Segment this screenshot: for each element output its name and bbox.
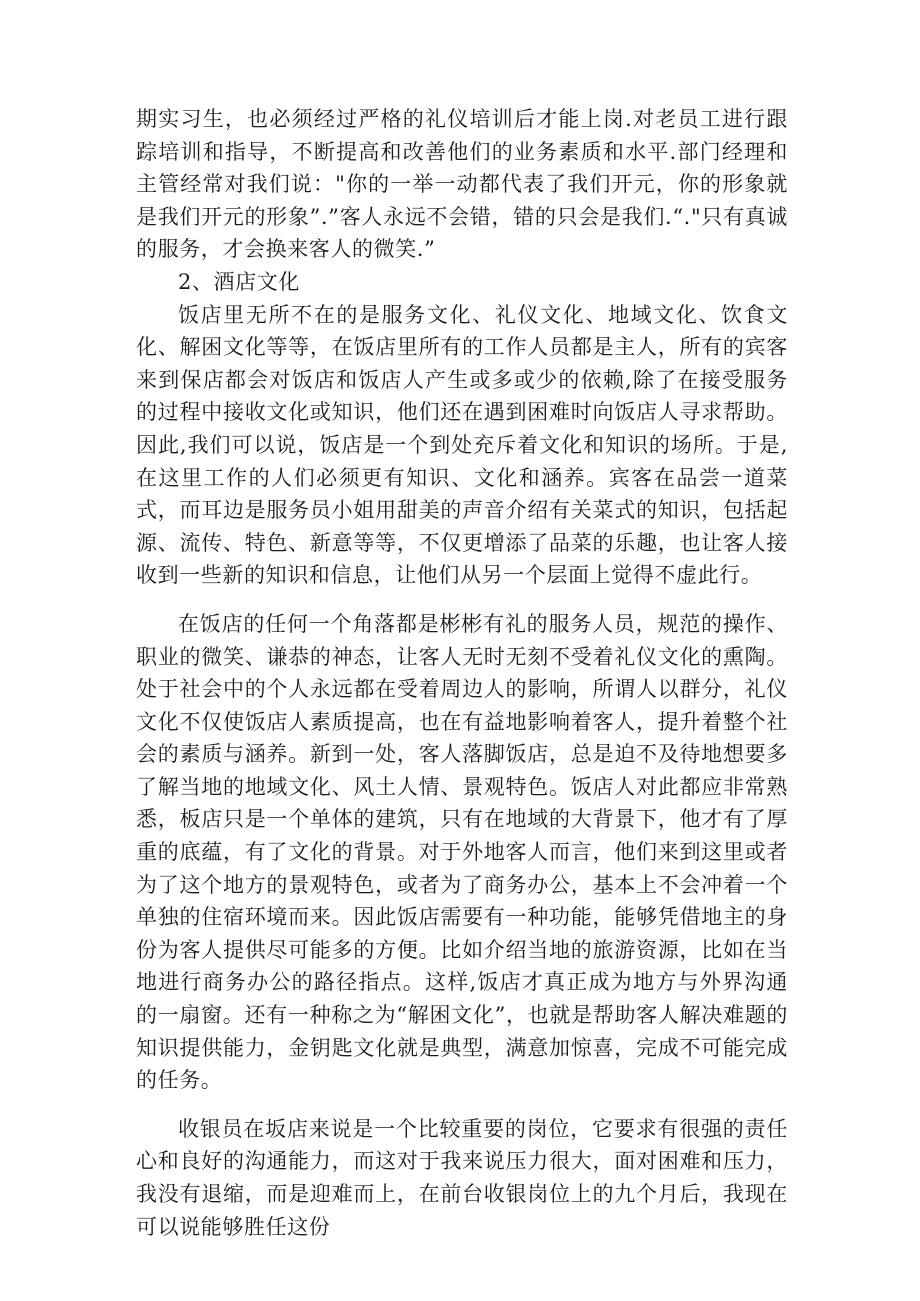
- paragraph-cashier: 收银员在坂店来说是一个比较重要的岗位，它要求有很强的责任心和良好的沟通能力，而这对于我来说压力很大，面对困难和压力，我没有退缩，而是迎难而上，在前台收银岗位上的九个月后，我现在可以说能够胜任这份: [136, 1116, 788, 1239]
- paragraph-hotel-culture: 饭店里无所不在的是服务文化、礼仪文化、地域文化、饮食文化、解困文化等等，在饭店里所有的工作人员都是主人，所有的宾客来到保店都会对饭店和饭店人产生或多或少的依赖,除了在接受服务的过程中接收文化或知识，他们还在遇到困难时向饭店人寻求帮助。因此,我们可以说，饭店是一个到处充斥着文化和知识的场所。于是,在这里工作的人们必须更有知识、文化和涵养。宾客在品尝一道菜式，而耳边是服务员小姐用甜美的声音介绍有关菜式的知识，包括起源、流传、特色、新意等等，不仅更增添了品菜的乐趣，也让客人接收到一些新的知识和信息，让他们从另一个层面上觉得不虚此行。: [136, 302, 788, 588]
- paragraph-etiquette-culture: 在饭店的任何一个角落都是彬彬有礼的服务人员，规范的操作、职业的微笑、谦恭的神态，让客人无时无刻不受着礼仪文化的熏陶。处于社会中的个人永远都在受着周边人的影响，所谓人以群分，礼仪文化不仅使饭店人素质提高，也在有益地影响着客人，提升着整个社会的素质与涵养。新到一处，客人落脚饭店，总是迫不及待地想要多了解当地的地域文化、风土人情、景观特色。饭店人对此都应非常熟悉，板店只是一个单体的建筑，只有在地域的大背景下，他才有了厚重的底蕴，有了文化的背景。对于外地客人而言，他们来到这里或者为了这个地方的景观特色，或者为了商务办公，基本上不会冲着一个单独的住宿环境而来。因此饭店需要有一种功能，能够凭借地主的身份为客人提供尽可能多的方便。比如介绍当地的旅游资源，比如在当地进行商务办公的路径指点。这样,饭店才真正成为地方与外界沟通的一扇窗。还有一种称之为“解困文化”，也就是帮助客人解决难题的知识提供能力，金钥匙文化就是典型，满意加惊喜，完成不可能完成的任务。: [136, 611, 788, 1093]
- paragraph-continuation: 期实习生，也必须经过严格的礼仪培训后才能上岗.对老员工进行跟踪培训和指导，不断提高和改善他们的业务素质和水平.部门经理和主管经常对我们说："你的一举一动都代表了我们开元，你的形象就是我们开元的形象”.”客人永远不会错，错的只会是我们.“."只有真诚的服务，才会换来客人的微笑.”: [136, 107, 788, 262]
- section-heading: 2、酒店文化: [178, 269, 300, 294]
- document-page: [136, 103, 788, 1243]
